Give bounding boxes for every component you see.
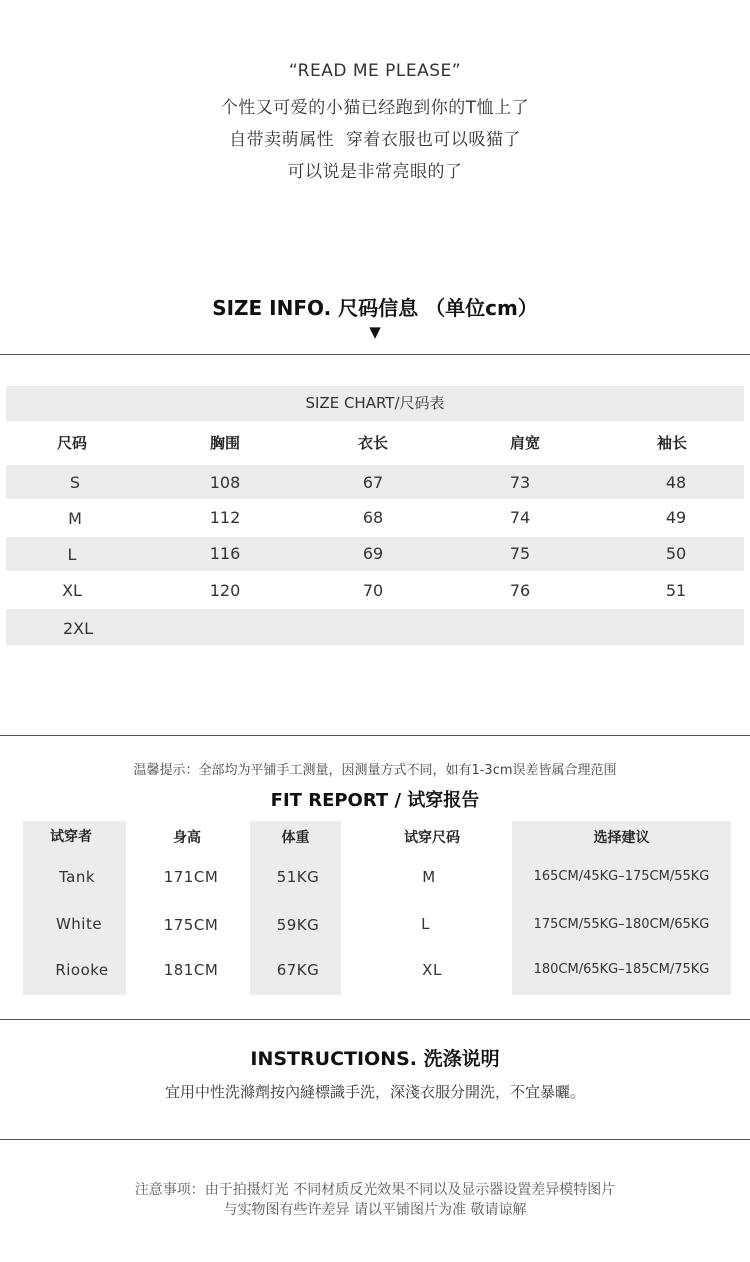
header-tried-size: 试穿尺码 (404, 830, 460, 846)
divider (0, 735, 750, 736)
shoulder-cell: 76 (509, 581, 531, 600)
tester-height: 171CM (163, 868, 219, 886)
intro-heading: “READ ME PLEASE” (288, 61, 462, 81)
tester-name: Tank (58, 868, 96, 886)
length-cell: 67 (362, 473, 384, 492)
sleeve-cell: 51 (665, 581, 687, 600)
shoulder-cell: 75 (509, 544, 531, 563)
tester-height: 181CM (163, 961, 219, 979)
size-cell: XL (62, 581, 82, 600)
tester-name: Riooke (55, 961, 109, 979)
instructions-title: INSTRUCTIONS. 洗涤说明 (250, 1048, 500, 1070)
instructions-text: 宜用中性洗滌劑按內縫標識手洗，深淺衣服分開洗，不宜暴曬。 (164, 1083, 585, 1101)
size-cell: M (68, 509, 82, 528)
chest-cell: 108 (209, 473, 241, 492)
tester-height: 175CM (163, 916, 219, 934)
size-suggestion: 165CM/45KG–175CM/55KG (533, 869, 710, 884)
header-weight: 体重 (281, 830, 310, 846)
length-cell: 68 (362, 508, 384, 527)
sleeve-cell: 48 (665, 473, 687, 492)
header-tester: 试穿者 (50, 829, 92, 845)
intro-line-2: 自带卖萌属性 穿着衣服也可以吸猫了 (229, 130, 521, 150)
header-sleeve: 袖长 (656, 434, 687, 452)
tester-size: M (422, 868, 436, 886)
tester-size: L (421, 915, 430, 933)
chest-cell: 120 (209, 581, 241, 600)
header-height: 身高 (173, 830, 201, 846)
length-cell: 69 (362, 544, 384, 563)
chest-cell: 112 (209, 508, 241, 527)
tester-weight: 51KG (276, 868, 320, 886)
size-suggestion: 175CM/55KG–180CM/65KG (533, 917, 710, 932)
divider (0, 1139, 750, 1140)
size-chart-title: SIZE CHART/尺码表 (6, 386, 744, 421)
header-shoulder: 肩宽 (509, 434, 540, 452)
intro-line-3: 可以说是非常亮眼的了 (287, 162, 463, 182)
header-length: 衣长 (357, 434, 388, 452)
chest-cell: 116 (209, 544, 241, 563)
intro-line-1: 个性又可爱的小猫已经跑到你的T恤上了 (220, 98, 530, 118)
sleeve-cell: 50 (665, 544, 687, 563)
header-size: 尺码 (56, 434, 87, 452)
length-cell: 70 (362, 581, 384, 600)
header-suggestion: 选择建议 (593, 830, 650, 846)
tester-name: White (55, 915, 103, 933)
footer-note-line-2: 与实物图有些许差异 请以平铺图片为准 敬请谅解 (223, 1202, 527, 1218)
size-cell: 2XL (62, 619, 94, 638)
size-cell: L (67, 545, 77, 564)
size-suggestion: 180CM/65KG–185CM/75KG (533, 962, 710, 977)
sleeve-cell: 49 (665, 508, 687, 527)
tester-weight: 67KG (276, 961, 320, 979)
shoulder-cell: 74 (509, 508, 531, 527)
divider (0, 354, 750, 355)
size-cell: S (69, 473, 81, 492)
tester-size: XL (422, 961, 442, 979)
size-info-title: SIZE INFO. 尺码信息 （单位cm） (212, 296, 538, 320)
footer-note-line-1: 注意事项：由于拍摄灯光 不同材质反光效果不同以及显示器设置差异模特图片 (134, 1182, 616, 1198)
divider (0, 1019, 750, 1020)
tester-weight: 59KG (276, 916, 320, 934)
header-chest: 胸围 (209, 434, 240, 452)
shoulder-cell: 73 (509, 473, 531, 492)
measurement-note: 温馨提示：全部均为平铺手工测量，因测量方式不同，如有1-3cm误差皆属合理范围 (133, 763, 617, 778)
fit-report-table (23, 821, 731, 995)
fit-report-title: FIT REPORT / 试穿报告 (270, 790, 480, 811)
down-arrow-icon: ▼ (369, 323, 381, 341)
